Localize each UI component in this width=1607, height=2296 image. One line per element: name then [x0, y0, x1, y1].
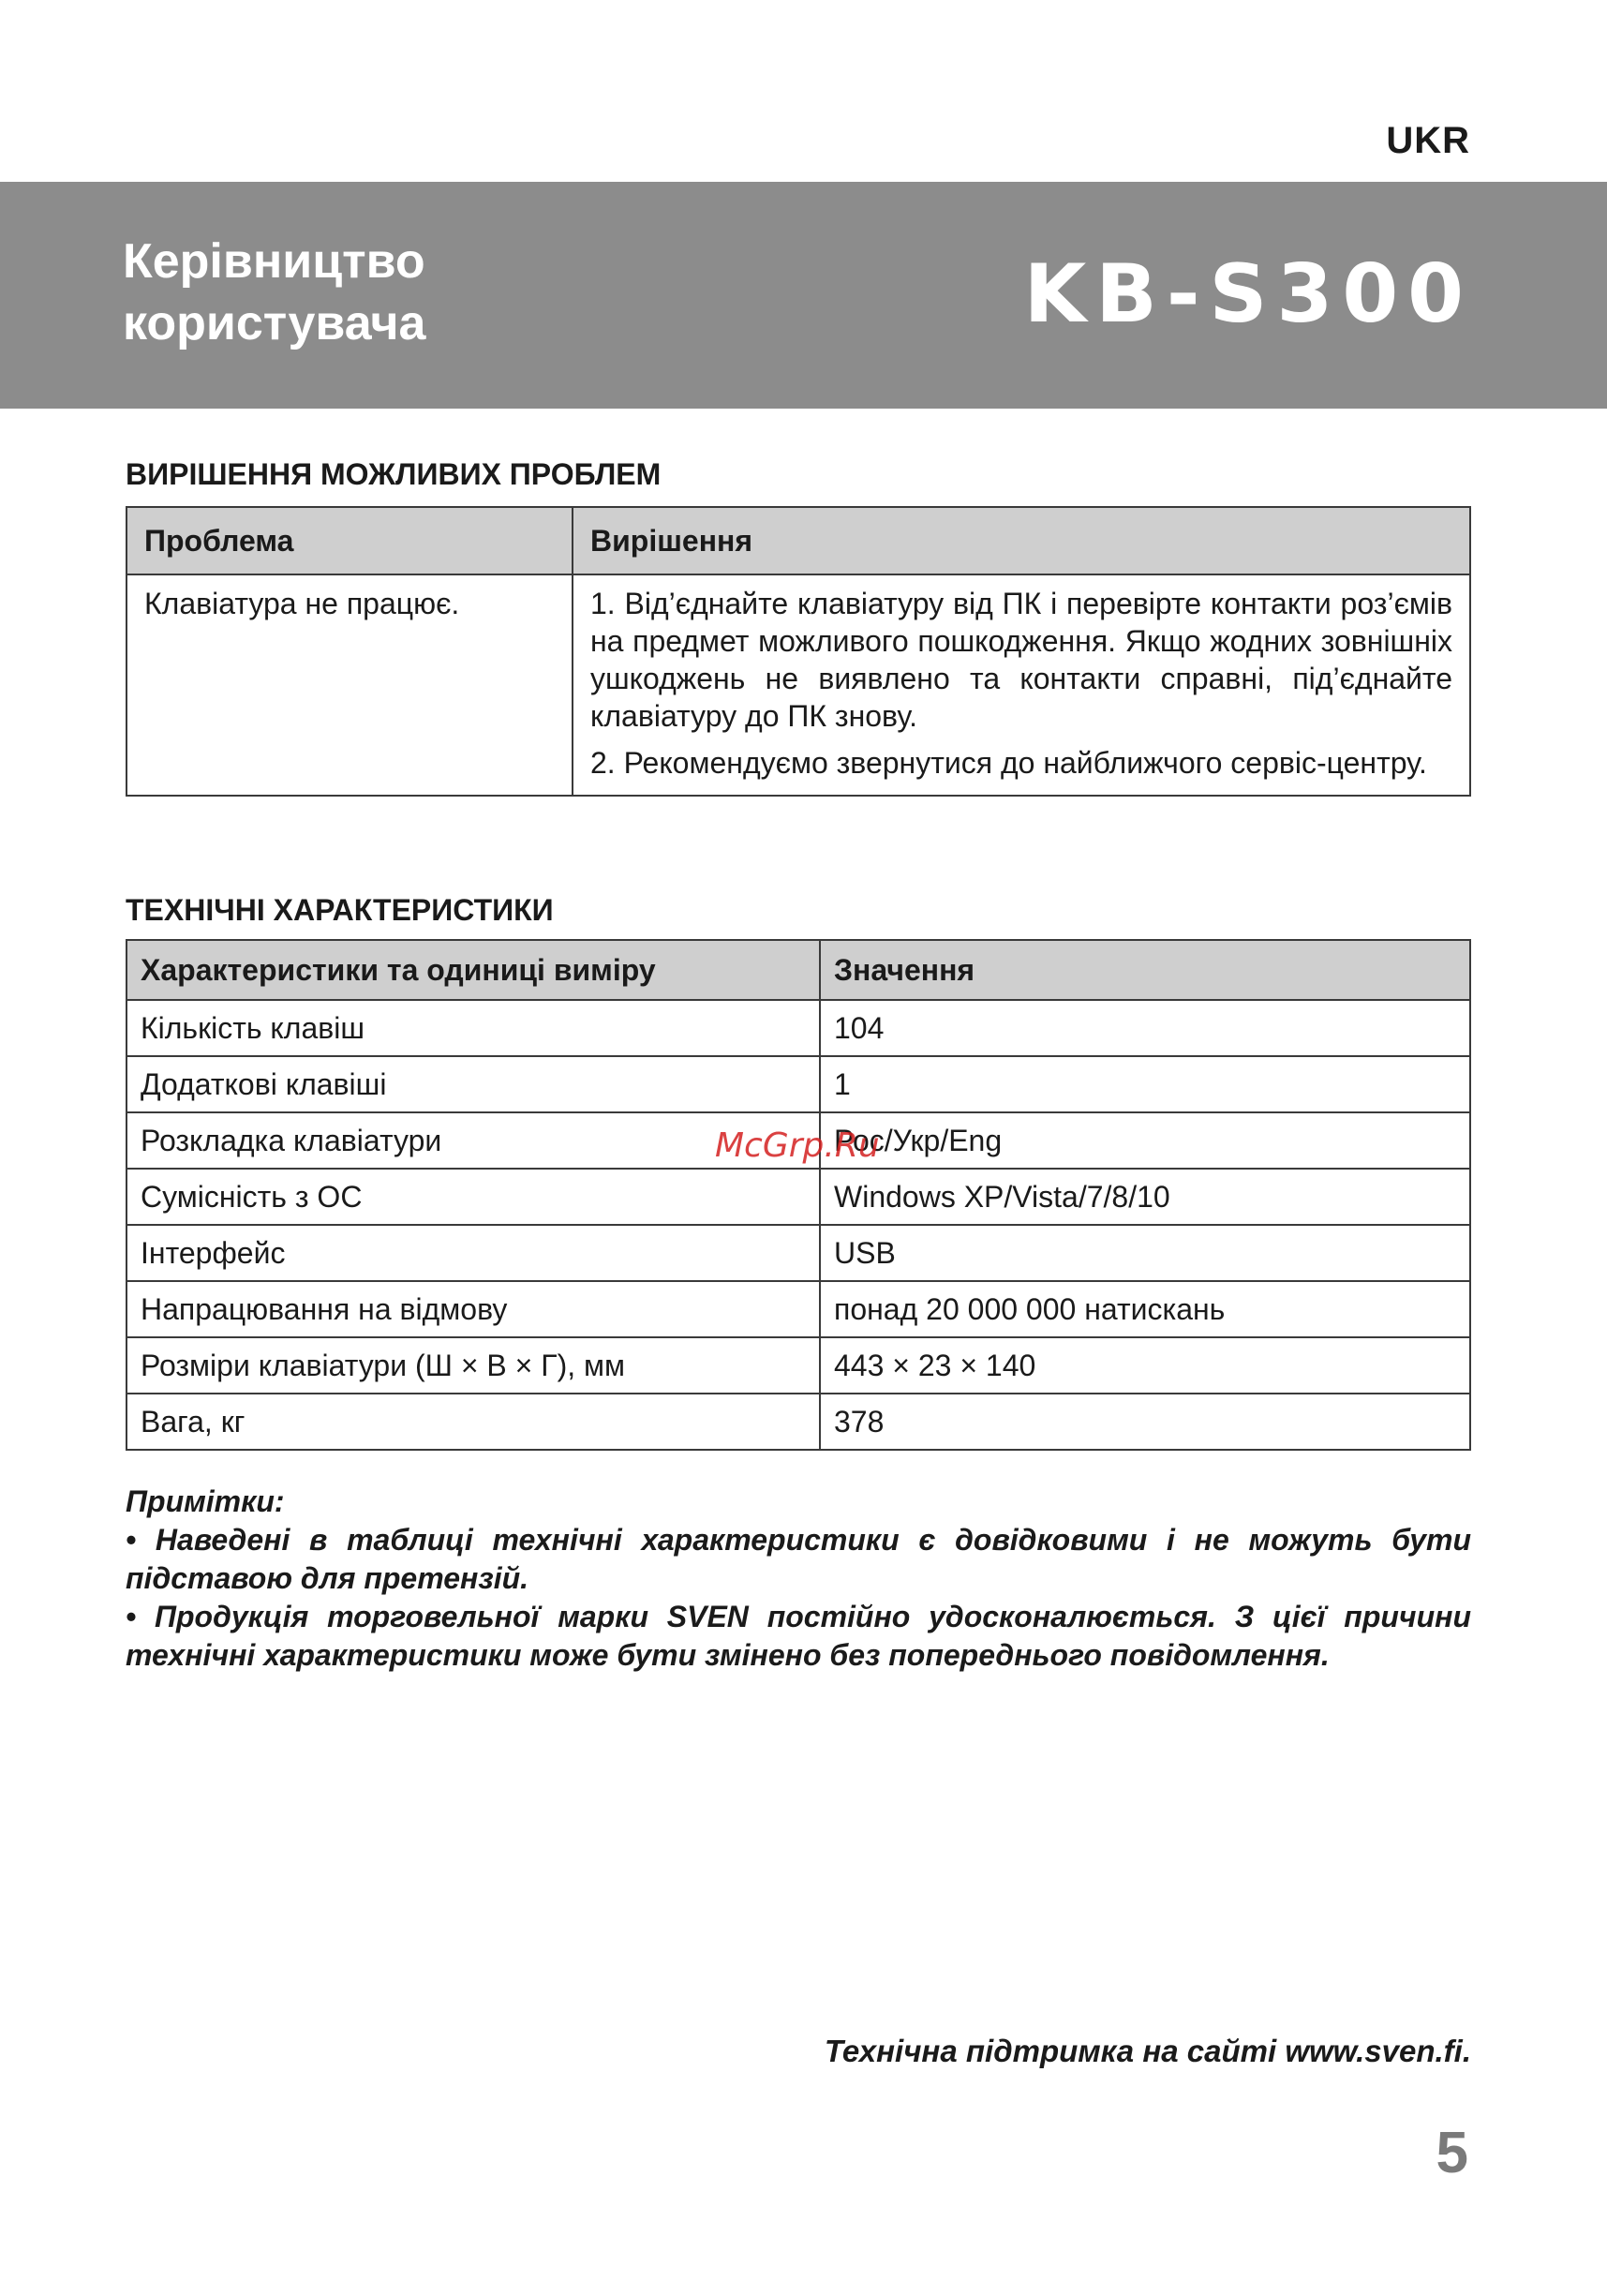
spec-value: Windows XP/Vista/7/8/10	[820, 1169, 1470, 1225]
table-row	[126, 1000, 1470, 1056]
table-row	[126, 1394, 1470, 1450]
column-header-problem: Проблема	[126, 507, 573, 574]
column-header-value: Значення	[820, 940, 1470, 1000]
table-row	[126, 1225, 1470, 1281]
watermark: McGrp.Ru	[715, 1126, 880, 1165]
spec-value: 378	[820, 1394, 1470, 1450]
spec-value: Рос/Укр/Eng	[820, 1112, 1470, 1169]
language-code: UKR	[1386, 120, 1470, 161]
notes-block	[126, 1483, 1471, 1675]
spec-param: Додаткові клавіші	[126, 1056, 820, 1112]
title-line-1: Керівництво	[123, 234, 425, 289]
support-text: Технічна підтримка на сайті www.sven.fi.	[824, 2034, 1471, 2068]
note-item: • Наведені в таблиці технічні характеристики є довідковими і не можуть бути підставою для претензій.	[126, 1523, 1471, 1595]
troubleshooting-heading: ВИРІШЕННЯ МОЖЛИВИХ ПРОБЛЕМ	[126, 457, 662, 491]
table-header-row	[126, 507, 1470, 574]
note-item: • Продукція торговельної марки SVEN постійно удосконалюється. З цієї причини технічні характеристики може бути змінено без попереднього повідомлення.	[126, 1600, 1471, 1672]
spec-param: Розкладка клавіатури	[126, 1112, 820, 1169]
specs-heading: ТЕХНІЧНІ ХАРАКТЕРИСТИКИ	[126, 893, 554, 927]
notes-title: Примітки:	[126, 1484, 285, 1518]
spec-value: USB	[820, 1225, 1470, 1281]
solution-step-2: 2. Рекомендуємо звернутися до найближчого сервіс-центру.	[590, 746, 1427, 780]
spec-param: Напрацювання на відмову	[126, 1281, 820, 1337]
table-row	[126, 1056, 1470, 1112]
spec-value: 104	[820, 1000, 1470, 1056]
troubleshooting-table	[126, 506, 1471, 797]
table-row	[126, 1169, 1470, 1225]
spec-value: 1	[820, 1056, 1470, 1112]
table-header-row	[126, 940, 1470, 1000]
header-banner	[0, 182, 1607, 409]
page-number: 5	[1436, 2121, 1468, 2185]
solution-cell	[573, 574, 1470, 796]
solution-step-1: 1. Від’єднайте клавіатуру від ПК і перевірте контакти роз’ємів на предмет можливого пошкодження. Якщо жодних зовнішніх ушкоджень не виявлено та контакти справні, під’єднайте клавіатуру до ПК знову.	[590, 587, 1452, 733]
problem-cell: Клавіатура не працює.	[126, 574, 573, 796]
specs-table	[126, 939, 1471, 1451]
spec-param: Вага, кг	[126, 1394, 820, 1450]
spec-value: 443 × 23 × 140	[820, 1337, 1470, 1394]
table-row	[126, 1281, 1470, 1337]
spec-param: Кількість клавіш	[126, 1000, 820, 1056]
model-name: KB-S300	[1023, 247, 1473, 341]
table-row	[126, 574, 1470, 796]
spec-value: понад 20 000 000 натискань	[820, 1281, 1470, 1337]
spec-param: Розміри клавіатури (Ш × В × Г), мм	[126, 1337, 820, 1394]
table-row	[126, 1337, 1470, 1394]
title-line-2: користувача	[123, 296, 426, 350]
spec-param: Сумісність з ОС	[126, 1169, 820, 1225]
column-header-parameter: Характеристики та одиниці виміру	[126, 940, 820, 1000]
column-header-solution: Вирішення	[573, 507, 1470, 574]
spec-param: Інтерфейс	[126, 1225, 820, 1281]
document-title	[123, 231, 425, 354]
